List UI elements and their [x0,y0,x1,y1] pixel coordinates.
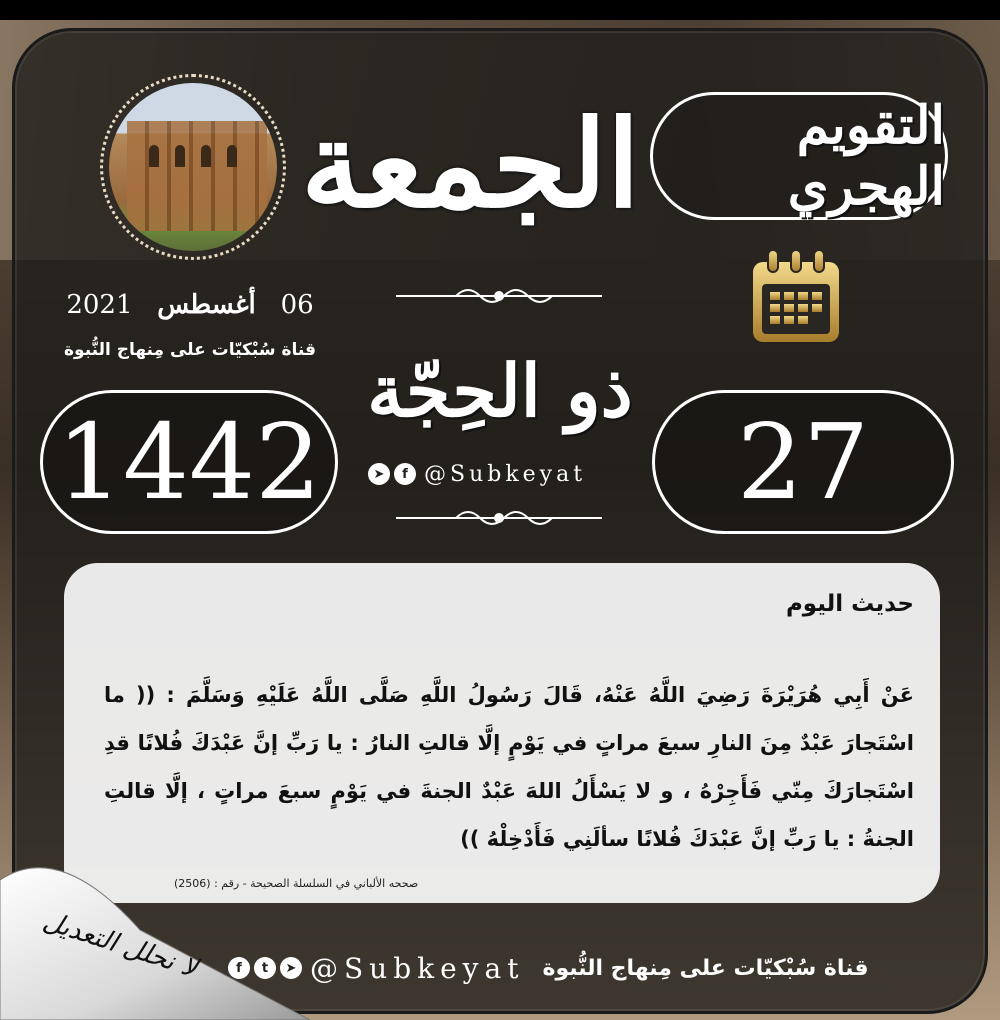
building-shape [127,121,267,231]
channel-name: قناة سُبْكيّات على مِنهاج النُّبوة [64,340,316,360]
gregorian-year: 2021 [66,290,133,320]
footer-channel: قناة سُبْكيّات على مِنهاج النُّبوة [542,955,869,981]
gregorian-date [60,290,320,326]
hijri-month: ذو الحِجّة [367,348,633,433]
hijri-calendar-badge [650,92,948,220]
hadith-title: حديث اليوم [785,591,914,617]
telegram-icon: ➤ [280,957,302,979]
telegram-icon: ➤ [368,463,390,485]
window-shape [175,145,185,167]
mosque-image [109,83,277,251]
gregorian-day: 06 [280,290,314,320]
footer-bar [228,948,888,988]
hadith-reference: صححه الألباني في السلسلة الصحيحة - رقم : (2506) [174,877,419,890]
social-handle [368,456,628,492]
window-shape [149,145,159,167]
window-shape [201,145,211,167]
top-bar [0,0,1000,20]
window-shape [227,145,237,167]
ornament-divider-top [396,284,602,308]
badge-title: التقويم الهجري [787,95,945,217]
footer-handle: @Subkeyat [310,951,525,985]
facebook-icon: f [228,957,250,979]
hijri-year-pill [40,390,338,534]
ornament-divider-bottom [396,506,602,530]
gregorian-month: أغسطس [157,290,256,320]
twitter-icon: t [254,957,276,979]
corner-note: لا نحلل التعديل [39,906,201,984]
hijri-day: 27 [736,401,870,523]
hijri-day-pill [652,390,954,534]
day-name-title: الجمعة [301,94,640,235]
handle-text: @Subkeyat [424,461,587,487]
calendar-icon [750,248,842,346]
hadith-text: عَنْ أَبِي هُرَيْرَةَ رَضِيَ اللَّهُ عَنْهُ، قَالَ رَسُولُ اللَّهِ صَلَّى اللَّهُ عَلَيْهِ وَسَلَّمَ : (( ما اسْتَجارَ عَبْدٌ مِنَ النارِ سبعَ مراتٍ في يَوْمٍ إلَّا قالتِ النارُ : يا رَبِّ إنَّ عَبْدَكَ فُلانًا قدِ اسْتَجارَكَ مِنّي فَأَجِرْهُ ، و لا يَسْأَلُ اللهَ عَبْدٌ الجنةَ في يَوْمٍ سبعَ مراتٍ ، إلَّا قالتِ الجنةُ : يا رَبِّ إنَّ عَبْدَكَ فُلانًا سألَنِي فَأَدْخِلْهُ )) [104,683,914,851]
hijri-year: 1442 [56,401,322,523]
facebook-icon: f [394,463,416,485]
mosque-photo [100,74,286,260]
